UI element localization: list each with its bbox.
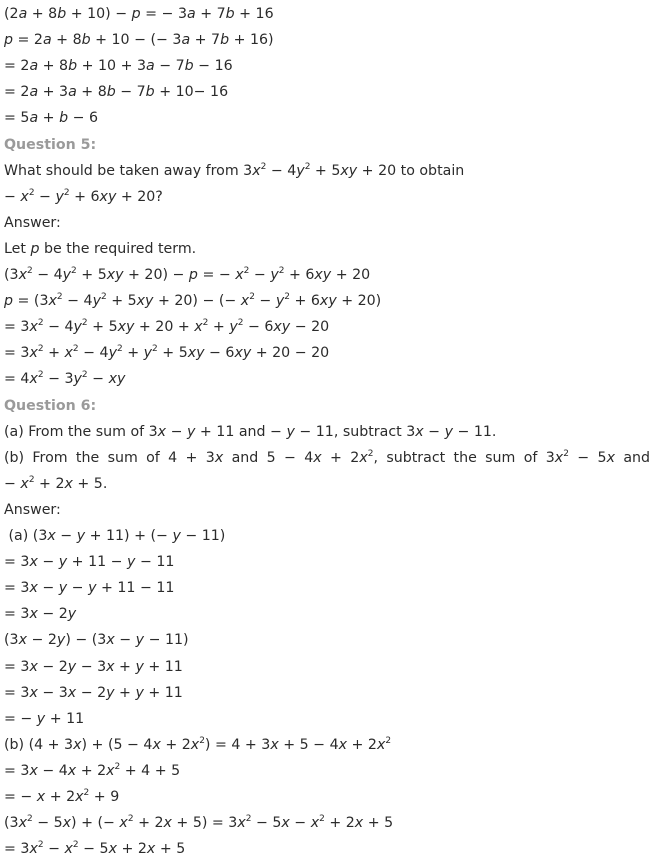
question-heading: Question 5:: [4, 136, 97, 153]
math-line: = 3x − 3x − 2y + y + 11: [4, 684, 183, 701]
math-line: = $4x^2 - 3y^2$ − xy: [4, 370, 126, 388]
math-line: = − y + 11: [4, 710, 85, 727]
math-line: − $x^2 + 2x + 5$.: [4, 474, 108, 492]
math-line: = 2a + 8b + 10 + 3a − 7b − 16: [4, 58, 233, 75]
question-heading: Question 6:: [4, 397, 97, 414]
math-line: $(3x^2 - 5x)$ + (− $x^2 + 2x + 5) = 3x^2 - 5x - x^2 + 2x + 5$: [4, 814, 394, 832]
math-line: (b) $(4 + 3x) + (5 - 4x + 2x^2) = 4 + 3x + 5 - 4x + 2x^2$: [4, 735, 392, 753]
text-line: Answer:: [4, 501, 61, 518]
math-line: $(3x^2 - 4y^2 + 5xy + 20) - p$ = − $x^2 - y^2 + 6xy + 20$: [4, 266, 371, 283]
text-line: Let p be the required term.: [4, 240, 197, 257]
math-line: = $3x^2 - x^2 - 5x + 2x + 5$: [4, 840, 186, 858]
math-line: = 2a + 3a + 8b − 7b + 10− 16: [4, 84, 229, 101]
math-line: p = 2a + 8b + 10 − (− 3a + 7b + 16): [4, 32, 274, 49]
math-line: = − $x + 2x^2 + 9$: [4, 788, 120, 805]
text-line: What should be taken away from $3x^2 - 4y^2 + 5xy + 20$ to obtain: [4, 161, 465, 179]
math-line: = 3x − 2y: [4, 606, 77, 623]
math-line: = 3x − y − y + 11 − 11: [4, 580, 175, 597]
math-line: = 3x − 2y − 3x + y + 11: [4, 658, 183, 675]
math-line: = $3x^2 - 4y^2 + 5xy + 20 + x^2 + y^2 - 6xy - 20$: [4, 318, 330, 336]
math-line: (3x − 2y) − (3x − y − 11): [4, 632, 189, 649]
text-line: (b) From the sum of 4 + 3x and $5 - 4x + 2x^2$, subtract the sum of $3x^2 - 5x$ and: [4, 448, 651, 466]
math-line: = 3x − y + 11 − y − 11: [4, 554, 175, 571]
math-line: − $x^2 - y^2 + 6xy + 20$?: [4, 187, 163, 205]
math-line: (2a + 8b + 10) − p = − 3a + 7b + 16: [4, 6, 274, 22]
text-line: Answer:: [4, 214, 61, 231]
text-line: (a) From the sum of 3x − y + 11 and − y − 11, subtract 3x − y − 11.: [4, 423, 497, 440]
math-line: = 5a + b − 6: [4, 110, 99, 127]
math-line: = $3x - 4x + 2x^2 + 4 + 5$: [4, 761, 181, 779]
math-line: (a) (3x − y + 11) + (− y − 11): [4, 528, 226, 544]
math-line: $p = (3x^2 - 4y^2 + 5xy + 20)$ − (− $x^2 - y^2 + 6xy + 20$): [4, 292, 382, 310]
math-line: = $3x^2 + x^2 - 4y^2 + y^2 + 5xy - 6xy + 20 - 20$: [4, 344, 330, 362]
